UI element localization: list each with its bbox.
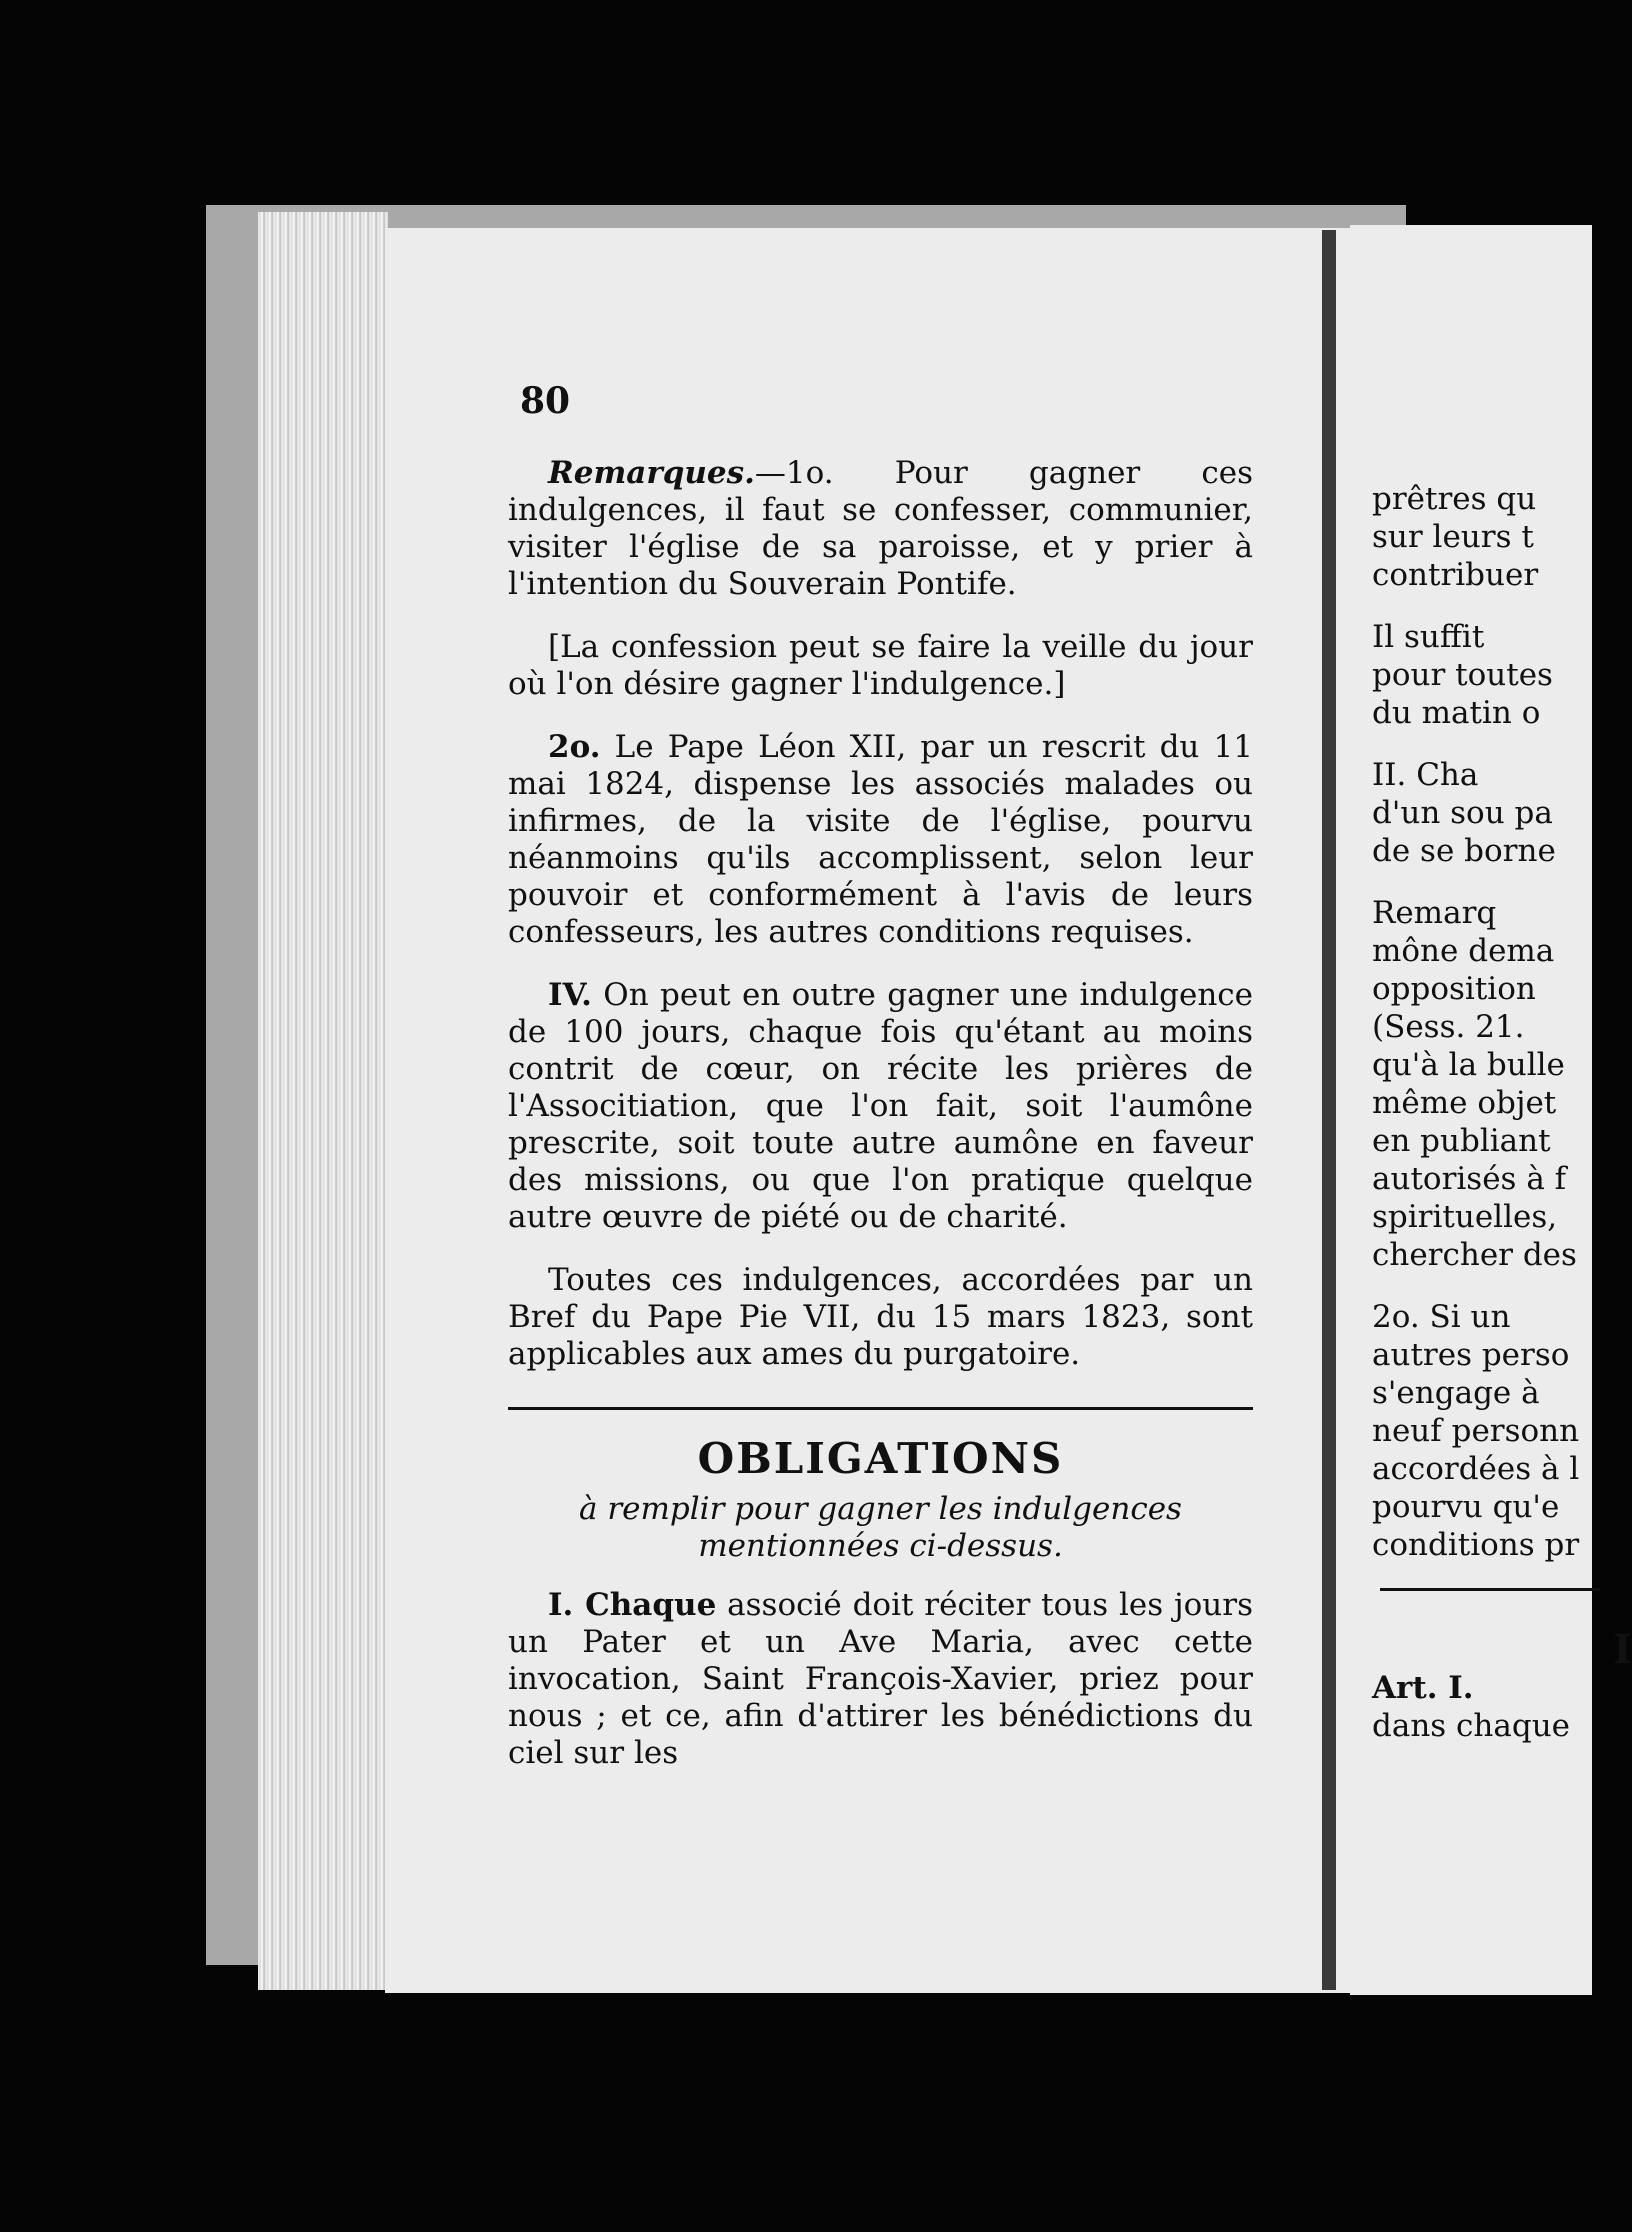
right-page-line: autorisés à f — [1372, 1161, 1567, 1197]
right-page-line: s'engage à — [1372, 1375, 1540, 1411]
right-page-line: dans chaque — [1372, 1708, 1571, 1744]
right-page-line: prêtres qu — [1372, 481, 1537, 517]
right-page-line: pourvu qu'e — [1372, 1489, 1560, 1525]
right-page-line: qu'à la bulle — [1372, 1047, 1565, 1083]
paragraph-confession — [508, 629, 1253, 703]
right-page-line: 2o. Si un — [1372, 1299, 1511, 1335]
right-page-article-lead: Art. I. — [1372, 1670, 1474, 1706]
right-page-line: Remarq — [1372, 895, 1497, 931]
paragraph-text: On peut en outre gagner une indulgence de 100 jours, chaque fois qu'étant au moins contrit de cœur, on récite les prières de l'Associtiation, que l'on fait, soit l'aumône prescrite, soit toute autre aumône en faveur des missions, ou que l'on pratique quelque autre œuvre de piété ou de charité. — [508, 977, 1253, 1235]
paragraph-text: Le Pape Léon XII, par un rescrit du 11 mai 1824, dispense les associés malades ou infirmes, de la visite de l'église, pourvu néanmoins qu'ils accomplissent, selon leur pouvoir et conformément à l'avis de leurs confesseurs, les autres conditions requises. — [508, 729, 1253, 950]
right-page-line: chercher des — [1372, 1237, 1577, 1273]
right-page-line: opposition — [1372, 971, 1536, 1007]
right-page-line: pour toutes — [1372, 657, 1553, 693]
right-page-line: neuf personn — [1372, 1413, 1580, 1449]
paragraph-text: Toutes ces indulgences, accordées par un Bref du Pape Pie VII, du 15 mars 1823, sont applicables aux ames du purgatoire. — [508, 1262, 1253, 1372]
paragraph-text: [La confession peut se faire la veille du jour où l'on désire gagner l'indulgence.] — [508, 629, 1253, 702]
line-gap — [1372, 732, 1632, 756]
line-gap — [1372, 594, 1632, 618]
paragraph-leon-xii — [508, 729, 1253, 951]
line-gap — [1372, 1274, 1632, 1298]
page-edges — [258, 212, 388, 1990]
right-page-divider — [1380, 1588, 1600, 1591]
right-page-line: accordées à l — [1372, 1451, 1580, 1487]
right-page-line: contribuer — [1372, 557, 1539, 593]
right-page — [1350, 225, 1632, 1995]
right-page-line: autres perso — [1372, 1337, 1570, 1373]
section-divider — [508, 1407, 1253, 1410]
paragraph-text: associé doit réciter tous les jours un Pater et un Ave Maria, avec cette invocation, Saint François-Xavier, priez pour nous ; et ce, afin d'attirer les bénédictions du ciel sur les — [508, 1587, 1253, 1771]
right-page-line: d'un sou pa — [1372, 795, 1553, 831]
paragraph-remarques — [508, 455, 1253, 603]
paragraph-lead: I. Chaque — [548, 1587, 717, 1623]
right-page-line: II. Cha — [1372, 757, 1479, 793]
right-page-line: même objet — [1372, 1085, 1557, 1121]
right-page-line: de se borne — [1372, 833, 1556, 869]
right-page-line: conditions pr — [1372, 1527, 1580, 1563]
paragraph-lead: IV. — [548, 977, 592, 1013]
right-page-text — [1372, 480, 1632, 1745]
right-page-line: sur leurs t — [1372, 519, 1534, 555]
left-page-text — [508, 455, 1253, 1798]
right-page-line: Il suffit — [1372, 619, 1485, 655]
right-page-line: spirituelles, — [1372, 1199, 1558, 1235]
page-number: 80 — [520, 380, 571, 422]
paragraph-lead: 2o. — [548, 729, 601, 765]
section-subheading: à remplir pour gagner les indulgences mentionnées ci-dessus. — [579, 1491, 1182, 1564]
line-gap — [1372, 870, 1632, 894]
section-heading: OBLIGATIONS — [697, 1434, 1064, 1483]
paragraph-article-i — [508, 1587, 1253, 1772]
right-page-line: (Sess. 21. — [1372, 1009, 1525, 1045]
right-page-line: en publiant — [1372, 1123, 1551, 1159]
paragraph-toutes — [508, 1262, 1253, 1373]
right-page-line: du matin o — [1372, 695, 1541, 731]
paragraph-lead: Remarques. — [548, 455, 755, 491]
paragraph-text: —1o. Pour gagner ces indulgences, il faut se confesser, communier, visiter l'église de sa paroisse, et y prier à l'intention du Souverain Pontife. — [508, 455, 1253, 602]
right-page-line: mône dema — [1372, 933, 1555, 969]
book-gutter — [1322, 230, 1336, 1990]
paragraph-iv — [508, 977, 1253, 1236]
right-page-heading-fragment: I — [1613, 1626, 1632, 1673]
